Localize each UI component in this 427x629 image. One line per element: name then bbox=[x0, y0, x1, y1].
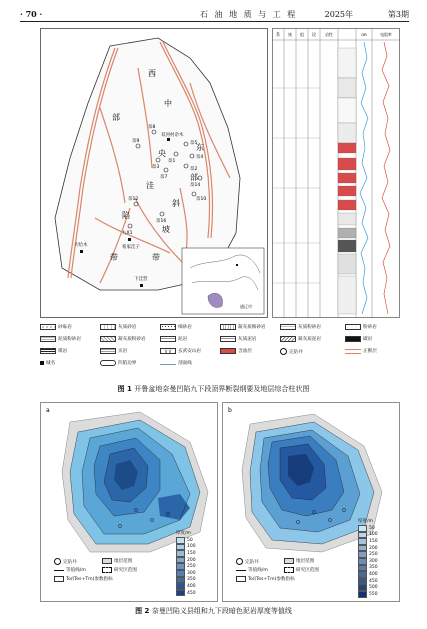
figure-1-caption bbox=[0, 384, 427, 394]
scale-value: 550 bbox=[369, 591, 378, 597]
village-marker bbox=[128, 238, 131, 241]
legend-item: 剖面线 bbox=[160, 360, 192, 366]
scale-step bbox=[358, 551, 378, 558]
issue-year: 2025年 bbox=[324, 10, 353, 19]
region-label: 东 bbox=[196, 143, 204, 152]
scale-swatch bbox=[176, 583, 185, 590]
contour-icon bbox=[236, 570, 246, 571]
scale-step bbox=[176, 577, 196, 584]
scale-value: 300 bbox=[369, 558, 378, 564]
caption-text: 开鲁盆地奈曼凹陷九下段顶界断裂纲要及地层综合柱状图 bbox=[134, 385, 310, 393]
panel-b-legend bbox=[236, 558, 326, 598]
scale-value: 450 bbox=[187, 590, 196, 596]
scale-value: 100 bbox=[369, 532, 378, 538]
scale-value: 150 bbox=[369, 538, 378, 544]
well-label: 奈16 bbox=[156, 219, 167, 224]
fault-map bbox=[40, 28, 268, 318]
column-header: 系 bbox=[276, 32, 280, 37]
panel-a-legend bbox=[54, 558, 144, 598]
region-label: 洼 bbox=[146, 181, 154, 190]
column-header: 岩性 bbox=[325, 32, 333, 37]
fine-sandstone-icon bbox=[160, 324, 176, 330]
completed-well-icon bbox=[236, 558, 243, 565]
scale-swatch bbox=[358, 525, 367, 532]
tuffaceous-fine-sandstone-icon bbox=[220, 324, 236, 330]
scale-swatch bbox=[176, 537, 185, 544]
legend-item: 凹陷边界 bbox=[100, 360, 136, 366]
panel-a-scale bbox=[176, 530, 216, 600]
inset-map bbox=[182, 248, 264, 314]
legend-item: To/(Tes+Tm)参数指标 bbox=[54, 576, 113, 582]
legend-item: 细砂岩 bbox=[160, 324, 192, 330]
svg-text:通辽市: 通辽市 bbox=[240, 304, 252, 309]
well-label: 奈12 bbox=[128, 197, 139, 202]
legend-item: 研究区范围 bbox=[102, 567, 137, 573]
scale-swatch bbox=[176, 557, 185, 564]
calcareous-sandstone-icon bbox=[100, 324, 116, 330]
scale-step bbox=[358, 558, 378, 565]
scale-value: 200 bbox=[187, 557, 196, 563]
well-label: 希家洼子 bbox=[122, 245, 140, 250]
legend-item: 灰质泥岩 bbox=[220, 336, 256, 342]
village-marker bbox=[167, 138, 170, 141]
study-area-icon bbox=[102, 567, 112, 573]
column-header: 统 bbox=[288, 32, 292, 37]
well-label: 奈3 bbox=[152, 165, 160, 170]
scale-value: 350 bbox=[369, 565, 378, 571]
well-label: 奈2 bbox=[190, 167, 198, 172]
svg-text:b: b bbox=[228, 407, 232, 414]
region-label: 带 bbox=[152, 253, 160, 262]
study-area-icon bbox=[284, 567, 294, 573]
scale-value: 150 bbox=[187, 550, 196, 556]
scale-swatch bbox=[358, 545, 367, 552]
scale-value: 400 bbox=[187, 583, 196, 589]
parameter-index-icon bbox=[236, 576, 246, 582]
figure-1-legend bbox=[40, 324, 400, 376]
figure-2-caption bbox=[0, 606, 427, 616]
completed-well-icon bbox=[54, 558, 61, 565]
scale-swatch bbox=[176, 577, 185, 584]
scale-swatch bbox=[358, 571, 367, 578]
issue-number: 第3期 bbox=[387, 10, 409, 19]
legend-item: 凝灰质粉砂岩 bbox=[100, 336, 146, 342]
scale-step bbox=[358, 571, 378, 578]
scale-swatch bbox=[358, 532, 367, 539]
scale-title: 厚度/m bbox=[176, 531, 191, 536]
scale-swatch bbox=[358, 565, 367, 572]
argillaceous-siltstone-icon bbox=[40, 336, 56, 342]
running-header bbox=[20, 6, 409, 22]
scale-step bbox=[358, 578, 378, 585]
legend-item: 研究区范围 bbox=[284, 567, 319, 573]
village-marker bbox=[140, 284, 143, 287]
siltstone-icon bbox=[345, 324, 361, 330]
column-header: 电阻率 bbox=[380, 32, 392, 37]
coal-rock-icon bbox=[40, 348, 56, 354]
scale-step bbox=[176, 583, 196, 590]
region-label: 央 bbox=[158, 149, 166, 158]
scale-value: 100 bbox=[187, 544, 196, 550]
scale-step bbox=[358, 584, 378, 591]
page-number: · 70 · bbox=[20, 9, 43, 19]
normal-fault-icon bbox=[345, 349, 361, 354]
scale-value: 450 bbox=[369, 578, 378, 584]
legend-item: 泥质粉砂岩 bbox=[40, 336, 81, 342]
legend-item: 含油层 bbox=[220, 348, 252, 354]
well-label: 九X1 bbox=[122, 231, 133, 236]
legend-item: 完钻井 bbox=[236, 558, 259, 565]
stratigraphic-column-graphic bbox=[272, 28, 400, 318]
legend-item: 等值线/m bbox=[236, 567, 268, 573]
legend-item: 煤岩 bbox=[40, 348, 67, 354]
well-label: 奈10 bbox=[196, 197, 207, 202]
column-header: GR bbox=[361, 32, 367, 37]
oil-bearing-layer-icon bbox=[220, 348, 236, 354]
svg-text:a: a bbox=[46, 407, 50, 414]
scale-swatch bbox=[358, 578, 367, 585]
scale-value: 250 bbox=[187, 564, 196, 570]
scale-value: 350 bbox=[187, 577, 196, 583]
legend-item: 地层范围 bbox=[102, 558, 132, 564]
legend-item: 正断层 bbox=[345, 348, 377, 354]
scale-step bbox=[176, 590, 196, 597]
scale-swatch bbox=[176, 570, 185, 577]
scale-value: 300 bbox=[187, 570, 196, 576]
coal-icon bbox=[345, 336, 361, 342]
legend-item: 完钻井 bbox=[280, 348, 303, 355]
legend-item: 等值线/m bbox=[54, 567, 86, 573]
scale-step bbox=[358, 545, 378, 552]
section-line-icon bbox=[160, 364, 176, 365]
scale-step bbox=[176, 550, 196, 557]
village-marker bbox=[80, 250, 83, 253]
scale-swatch bbox=[176, 590, 185, 597]
town-icon bbox=[40, 361, 44, 365]
tuffaceous-mudstone-icon bbox=[280, 336, 296, 342]
basaltic-andesite-icon: V V bbox=[160, 348, 176, 354]
shale-icon bbox=[100, 348, 116, 354]
legend-item: 碳岩 bbox=[345, 336, 372, 342]
scale-step bbox=[176, 544, 196, 551]
contour-icon bbox=[54, 570, 64, 571]
well-label: 奈8 bbox=[148, 125, 156, 130]
well-label: 下洼营 bbox=[134, 277, 148, 282]
legend-item: V V 玄武安山岩 bbox=[160, 348, 201, 354]
scale-value: 200 bbox=[369, 545, 378, 551]
legend-item: 完钻井 bbox=[54, 558, 77, 565]
region-label: 中 bbox=[164, 99, 172, 108]
scale-step bbox=[176, 570, 196, 577]
caption-label: 图 1 bbox=[117, 385, 132, 393]
well-label: 奈4 bbox=[196, 155, 204, 160]
well-label: 双河村杂木 bbox=[161, 133, 184, 138]
well-label: 奈14 bbox=[190, 183, 201, 188]
legend-item: 凝灰质泥岩 bbox=[280, 336, 321, 342]
scale-value: 250 bbox=[369, 552, 378, 558]
scale-step bbox=[176, 563, 196, 570]
scale-value: 50 bbox=[187, 537, 193, 543]
scale-value: 500 bbox=[369, 585, 378, 591]
scale-step bbox=[358, 532, 378, 539]
region-label: 部 bbox=[190, 173, 198, 182]
scale-swatch bbox=[358, 591, 367, 598]
legend-item: 城名 bbox=[40, 360, 55, 366]
scale-swatch bbox=[176, 563, 185, 570]
calcareous-mudstone-icon bbox=[220, 336, 236, 342]
legend-item: 灰质砂岩 bbox=[100, 324, 136, 330]
region-label: 带 bbox=[110, 253, 118, 262]
figure-1 bbox=[40, 28, 400, 380]
scale-step bbox=[358, 565, 378, 572]
panel-b-scale bbox=[358, 518, 398, 600]
region-label: 坡 bbox=[162, 225, 170, 234]
scale-step bbox=[358, 591, 378, 598]
well-label: 奈7 bbox=[160, 175, 168, 180]
gravel-sandstone-icon bbox=[40, 324, 56, 330]
scale-step bbox=[176, 557, 196, 564]
region-label: 陷 bbox=[122, 211, 130, 220]
scale-swatch bbox=[176, 550, 185, 557]
scale-title: 厚度/m bbox=[358, 519, 373, 524]
well-label: 奈9 bbox=[132, 139, 140, 144]
well-label: 大哈木 bbox=[74, 243, 88, 248]
scale-swatch bbox=[358, 551, 367, 558]
header-rule bbox=[20, 21, 409, 22]
scale-value: 50 bbox=[369, 525, 375, 531]
completed-well-icon bbox=[280, 348, 287, 355]
sag-boundary-icon bbox=[100, 360, 116, 366]
parameter-index-icon bbox=[54, 576, 64, 582]
well-label: 奈5 bbox=[190, 141, 198, 146]
scale-step bbox=[176, 537, 196, 544]
legend-item: 地层范围 bbox=[284, 558, 314, 564]
calcareous-siltstone-icon bbox=[280, 324, 296, 330]
scale-swatch bbox=[358, 558, 367, 565]
legend-item: 灰质粉砂岩 bbox=[280, 324, 321, 330]
caption-label: 图 2 bbox=[135, 607, 150, 615]
scale-swatch bbox=[358, 584, 367, 591]
scale-step bbox=[358, 538, 378, 545]
legend-item: To/(Tes+Tm)参数指标 bbox=[236, 576, 295, 582]
region-label: 斜 bbox=[172, 199, 180, 208]
legend-item: 凝灰质细砂岩 bbox=[220, 324, 266, 330]
legend-item: 泥岩 bbox=[160, 336, 187, 342]
scale-swatch bbox=[176, 544, 185, 551]
caption-text: 奈曼凹陷义县组和九下段暗色泥岩厚度等值线 bbox=[151, 607, 292, 615]
legend-item: 页岩 bbox=[100, 348, 127, 354]
legend-item: 粉砂岩 bbox=[345, 324, 377, 330]
stratum-range-icon bbox=[102, 558, 112, 564]
scale-step bbox=[358, 525, 378, 532]
mudstone-icon bbox=[160, 336, 176, 342]
scale-value: 400 bbox=[369, 571, 378, 577]
legend-item: 砂砾岩 bbox=[40, 324, 72, 330]
column-header: 组 bbox=[300, 32, 304, 37]
region-label: 西 bbox=[148, 69, 156, 78]
well-label: 奈1 bbox=[168, 159, 176, 164]
column-header: 段 bbox=[312, 32, 316, 37]
region-label: 部 bbox=[112, 113, 120, 122]
tuffaceous-siltstone-icon bbox=[100, 336, 116, 342]
scale-swatch bbox=[358, 538, 367, 545]
journal-title: 石 油 地 质 与 工 程 bbox=[200, 10, 298, 19]
stratum-range-icon bbox=[284, 558, 294, 564]
figure-2 bbox=[40, 402, 400, 602]
